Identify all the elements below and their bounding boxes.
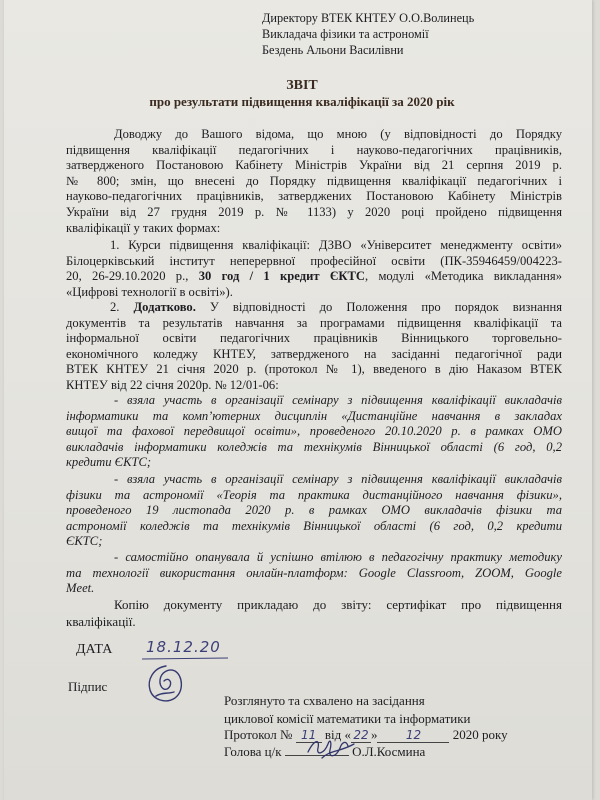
sender-position: Викладача фізики та астрономії	[262, 27, 429, 41]
additional-line: економічного коледжу КНТЕУ, затвердженого на засіданні педагогічної ради	[66, 346, 562, 361]
protocol-number: 11	[296, 728, 322, 743]
intro-line: Доводжу до Вашого відома, що мною (у відповідності до Порядку	[114, 127, 562, 141]
intro-line: підвищення кваліфікації педагогічних і науково-педагогічних працівників,	[66, 142, 562, 157]
seminar-line: - взяла участь в організації семінару з підвищення кваліфікації викладачів	[114, 393, 562, 407]
courses-hours: 30 год / 1 кредит ЄКТС	[198, 269, 365, 284]
commission-head-signature	[302, 730, 360, 764]
protocol-year: 2020 року	[452, 727, 508, 742]
document-subtitle: про результати підвищення кваліфікації за 2020 рік	[149, 94, 455, 109]
protocol-day: 22	[351, 728, 371, 743]
signature-image	[144, 662, 188, 708]
approval-commission: циклової комісії математики та інформатики	[224, 711, 471, 726]
seminar-informatics-item	[66, 393, 562, 471]
signature-label: Підпис	[68, 679, 108, 694]
seminar-line: фізики та астрономії «Теорія та практика дистанційного навчання фізики»,	[66, 487, 562, 502]
intro-line: затвердженого Постановою Кабінету Міністрів України від 21 серпня 2019 р.	[66, 158, 562, 173]
self-study-line: Meet.	[66, 581, 95, 596]
courses-line: 1. Курси підвищення кваліфікації: ДЗВО «Університет менеджменту освіти»	[110, 238, 562, 252]
courses-line: «Цифрові технології в освіті»).	[66, 284, 233, 299]
seminar-line: - взяла участь в організації семінару з підвищення кваліфікації викладачів	[114, 472, 562, 486]
additional-item	[66, 300, 562, 394]
self-study-item	[66, 550, 562, 597]
additional-line: документів та результатів навчання за програмами підвищення кваліфікації та	[66, 315, 562, 330]
intro-line: науково-педагогічних працівників, затверджених Постановою Кабінету Міністрів	[66, 189, 562, 204]
seminar-line: проведеного 19 листопада 2020 р. в рамках ОМО викладачів фізики та	[66, 503, 562, 518]
closing-line: кваліфікації.	[66, 614, 136, 629]
seminar-line: інформатики та комп’ютерних дисциплін «Дистанційне навчання в закладах	[66, 408, 562, 423]
intro-line: України від 27 грудня 2019 р. № 1133) у 2020 році пройдено підвищення	[66, 204, 562, 219]
seminar-physics-item	[66, 472, 562, 550]
addressee-block	[262, 10, 474, 58]
seminar-line: викладачів інформатики коледжів та технікумів Вінницької області (6 год, 0,2	[66, 439, 562, 454]
seminar-line: кредити ЄКТС;	[66, 455, 152, 470]
seminar-line: вищої та фахової передвищої освіти», проведеного 20.10.2020 р. в рамках ОМО	[66, 424, 562, 439]
additional-line	[66, 300, 562, 316]
protocol-month: 12	[377, 728, 449, 743]
additional-number: 2.	[110, 300, 134, 314]
commission-head-label: Голова ц/к	[224, 744, 282, 759]
additional-text: У відповідності до Положення про порядок визнання	[195, 300, 563, 314]
additional-line: КНТЕУ від 22 січня 2020р. № 12/01-06:	[66, 377, 279, 392]
protocol-from-label: від «	[324, 727, 351, 742]
sender-name: Бездень Альони Василівни	[262, 43, 404, 57]
additional-line: ВТЕК КНТЕУ 21 січня 2020 р. (протокол № 1), введеного в дію Наказом ВТЕК	[66, 362, 562, 377]
addressee-director: Директору ВТЕК КНТЕУ О.О.Волинець	[262, 11, 475, 25]
intro-line: кваліфікації у таких формах:	[66, 220, 221, 235]
protocol-close-quote: »	[370, 727, 378, 742]
closing-paragraph	[66, 596, 562, 630]
intro-line: № 800; змін, що внесені до Порядку підвищення кваліфікації педагогічних і	[66, 173, 562, 188]
courses-line	[66, 269, 562, 285]
additional-line: інформальної освіти педагогічних працівників Вінницького торговельно-	[66, 331, 562, 346]
document-title: ЗВІТ	[286, 78, 318, 93]
protocol-line	[224, 727, 508, 743]
courses-line: Білоцерківський інститут неперервної професійної освіти (ПК-35946459/004223-	[66, 253, 562, 268]
protocol-label: Протокол №	[224, 727, 293, 742]
courses-modules: , модулі «Методика викладання»	[365, 269, 562, 284]
handwritten-date: 18.12.20	[146, 638, 221, 656]
courses-dates: 20, 26-29.10.2020 р.,	[66, 269, 199, 284]
commission-head-name: О.Л.Космина	[352, 744, 426, 759]
closing-line: Копію документу прикладаю до звіту: сертифікат про підвищення	[114, 597, 562, 612]
seminar-line: ЄКТС;	[66, 534, 103, 549]
additional-heading: Додатково.	[133, 300, 196, 314]
date-label: ДАТА	[76, 642, 113, 657]
courses-item	[66, 238, 562, 300]
approval-line: Розглянуто та схвалено на засідання	[224, 693, 425, 708]
self-study-line: - самостійно опанувала й успішно втілюю в педагогічну практику методику	[114, 550, 562, 564]
self-study-line: та технології використання онлайн-платформ: Google Classroom, ZOOM, Google	[66, 565, 562, 580]
document-page	[4, 0, 592, 800]
intro-paragraph	[66, 127, 562, 236]
seminar-line: астрономії коледжів та технікумів Вінницької області (6 год, 0,2 кредити	[66, 518, 562, 533]
